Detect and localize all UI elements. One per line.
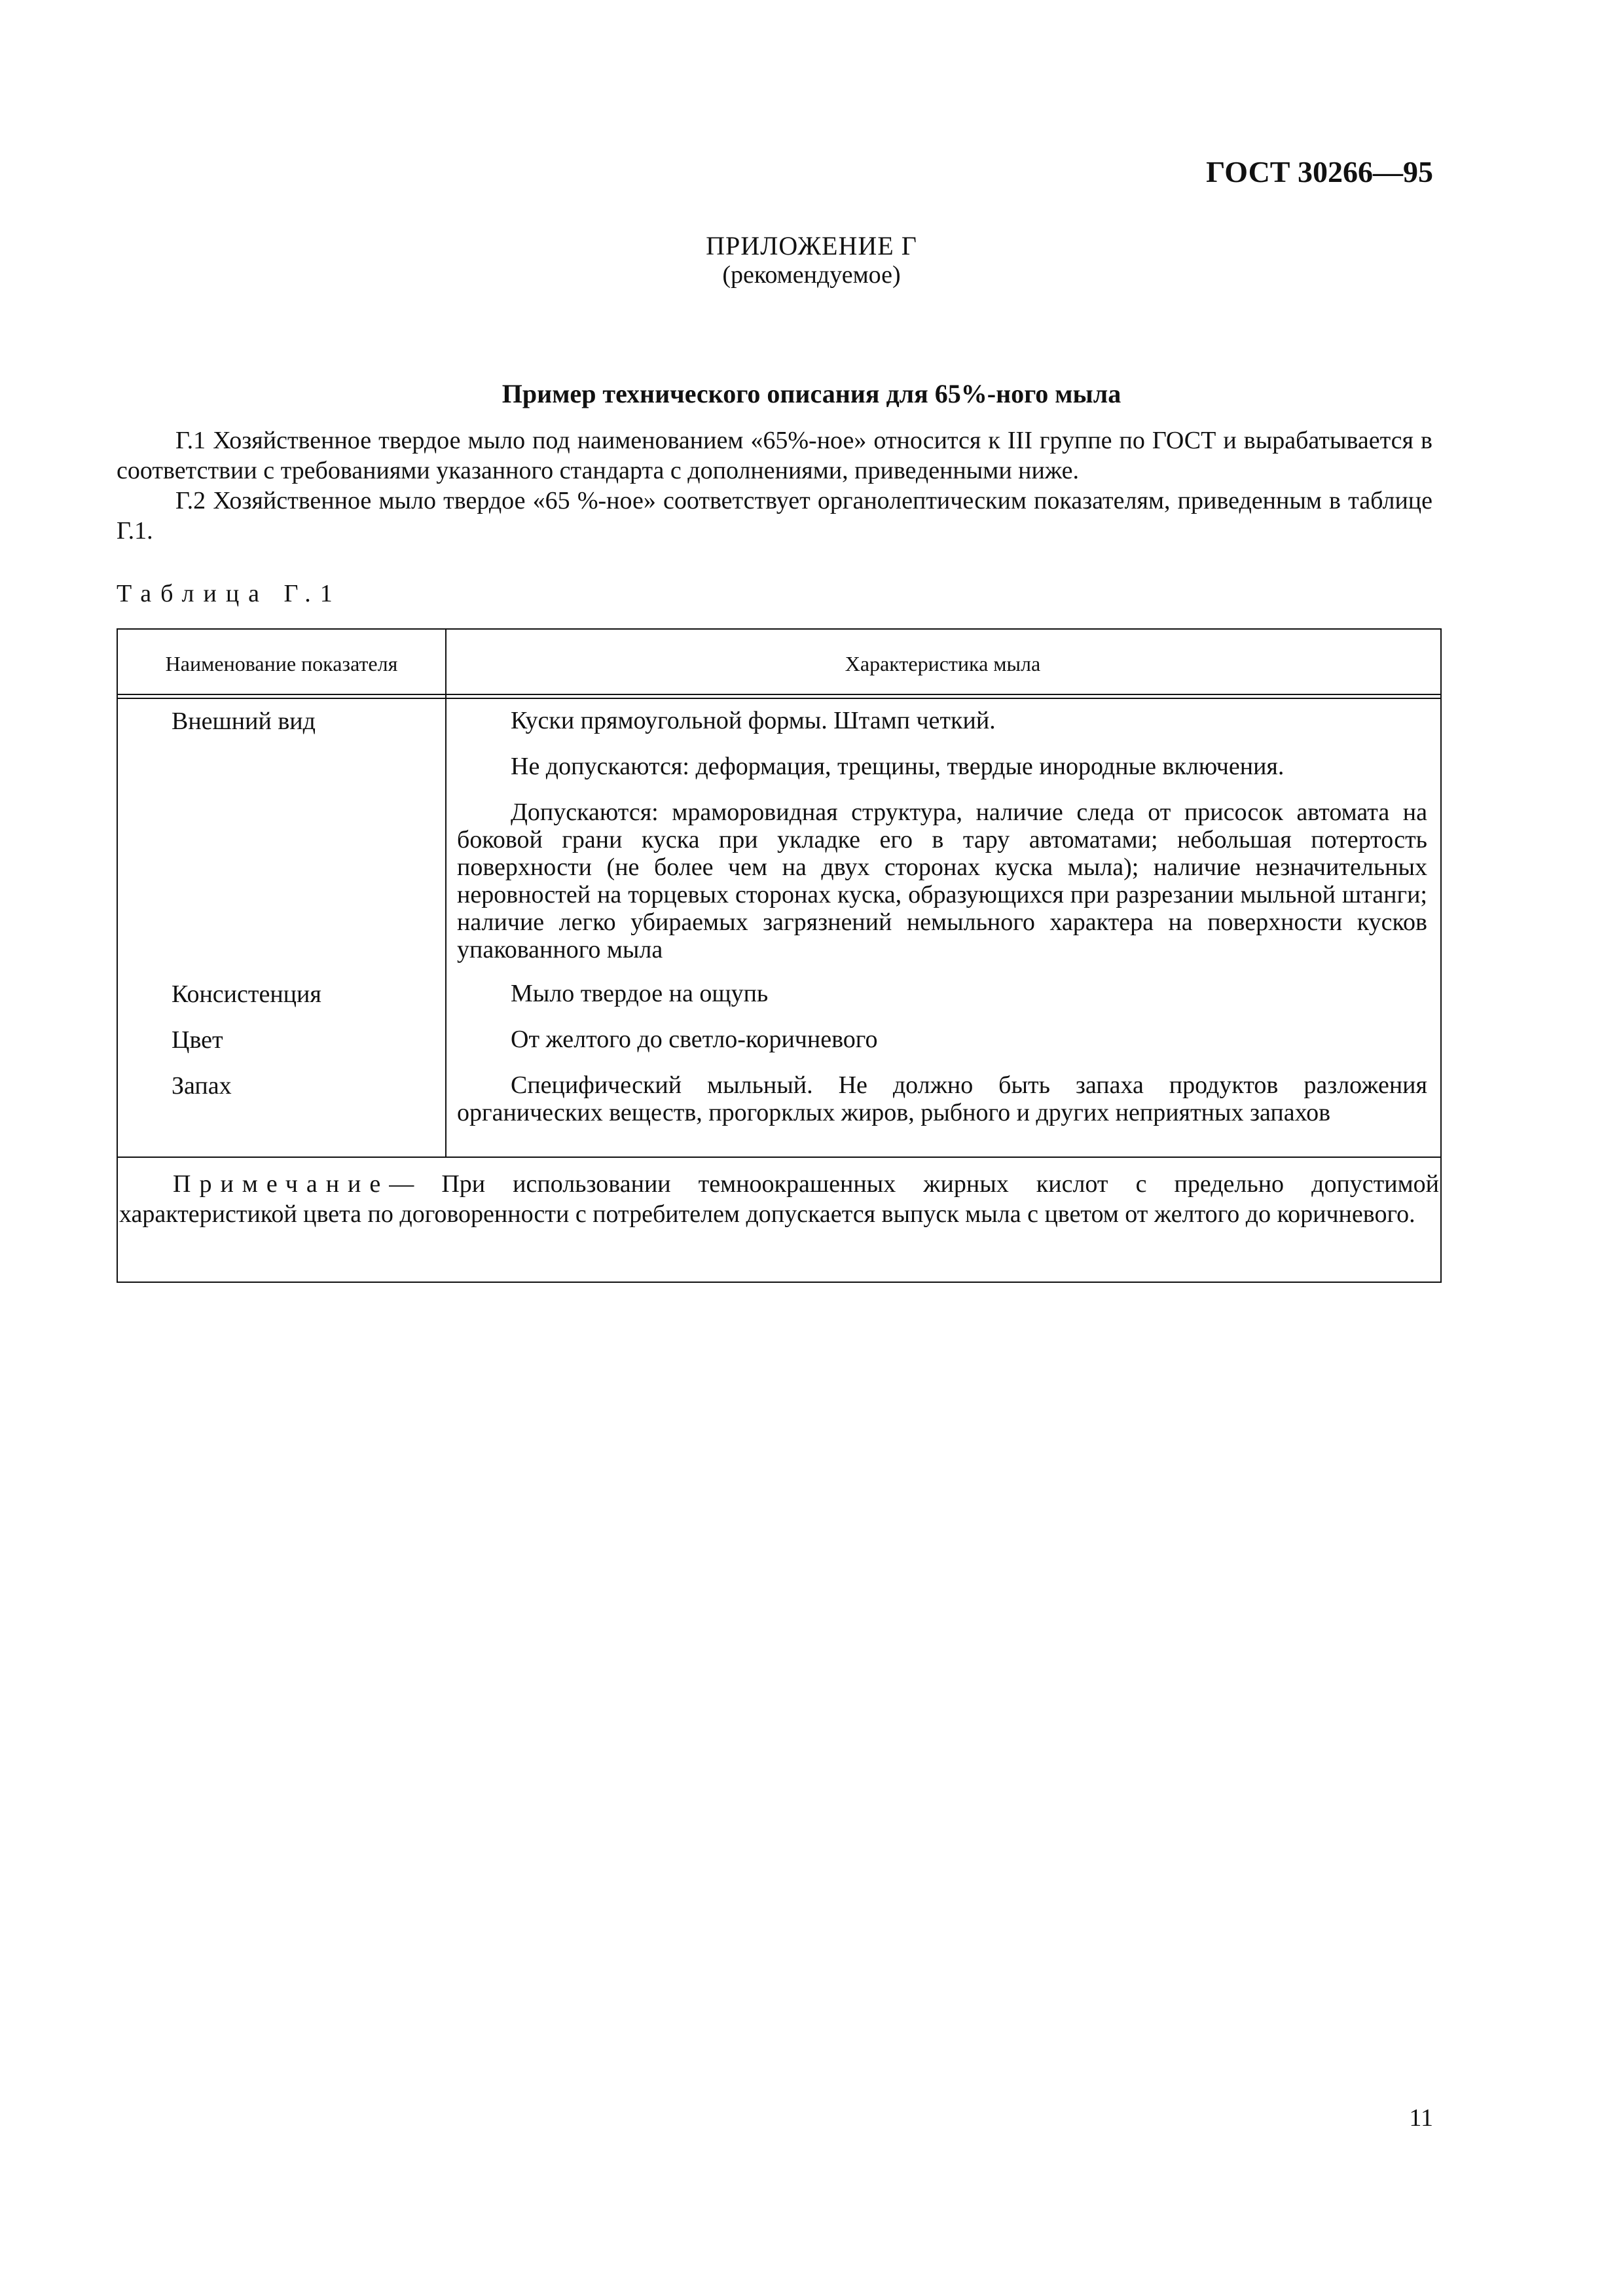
- note-label: Примечание: [173, 1170, 390, 1198]
- indicator-consistency: Консистенция: [172, 980, 321, 1008]
- column-divider: [445, 630, 447, 1157]
- indicator-appearance: Внешний вид: [172, 708, 316, 735]
- description-consistency: Мыло твердое на ощупь: [511, 980, 769, 1007]
- note-divider: [118, 1157, 1440, 1158]
- description-appearance-1: Куски прямоугольной формы. Штамп четкий.: [511, 707, 996, 734]
- appendix-subtitle: (рекомендуемое): [722, 261, 901, 289]
- description-color: От желтого до светло-коричневого: [511, 1026, 878, 1053]
- appendix-title: ПРИЛОЖЕНИЕ Г: [706, 231, 917, 260]
- indicator-smell: Запах: [172, 1072, 232, 1100]
- header-divider: [118, 694, 1440, 695]
- column-header-indicator: Наименование показателя: [165, 652, 398, 675]
- indicator-color: Цвет: [172, 1026, 223, 1054]
- column-header-characteristic: Характеристика мыла: [845, 652, 1041, 675]
- table-g1: [117, 628, 1442, 1283]
- page-number: 11: [1409, 2104, 1433, 2132]
- paragraph-g2: Г.2 Хозяйственное мыло твердое «65 %-ное» соответствует органолептическим показателям, приведенным в таблице Г.1.: [117, 487, 1432, 545]
- document-code: ГОСТ 30266—95: [1206, 155, 1433, 188]
- header-divider-double: [118, 698, 1440, 699]
- section-title: Пример технического описания для 65%-ного мыла: [501, 379, 1122, 408]
- table-caption: Таблица Г.1: [117, 580, 342, 607]
- description-appearance-2: Не допускаются: деформация, трещины, твердые инородные включения.: [511, 753, 1285, 780]
- table-note: [118, 1169, 1440, 1229]
- description-appearance-3: Допускаются: мраморовидная структура, наличие следа от присосок автомата на боковой грани куска при укладке его в тару автоматами; небольшая потертость поверхности (не более чем на двух сторонах куска мыла); наличие незначительных неровностей на торцевых сторонах куска, образующихся при разрезании мыльной штанги; наличие легко убираемых загрязнений немыльного характера на поверхности кусков упакованного мыла: [457, 798, 1427, 963]
- paragraph-g1: Г.1 Хозяйственное твердое мыло под наименованием «65%-ное» относится к III группе по ГОСТ и вырабатывается в соответствии с требованиями указанного стандарта с дополнениями, приведенными ниже.: [117, 427, 1432, 484]
- description-smell: Специфический мыльный. Не должно быть запаха продуктов разложения органических веществ, прогорклых жиров, рыбного и других неприятных запахов: [457, 1071, 1427, 1126]
- note-text: — При использовании темноокрашенных жирных кислот с предельно допустимой характеристикой цвета по договоренности с потребителем допускается выпуск мыла с цветом от желтого до коричневого.: [119, 1170, 1439, 1228]
